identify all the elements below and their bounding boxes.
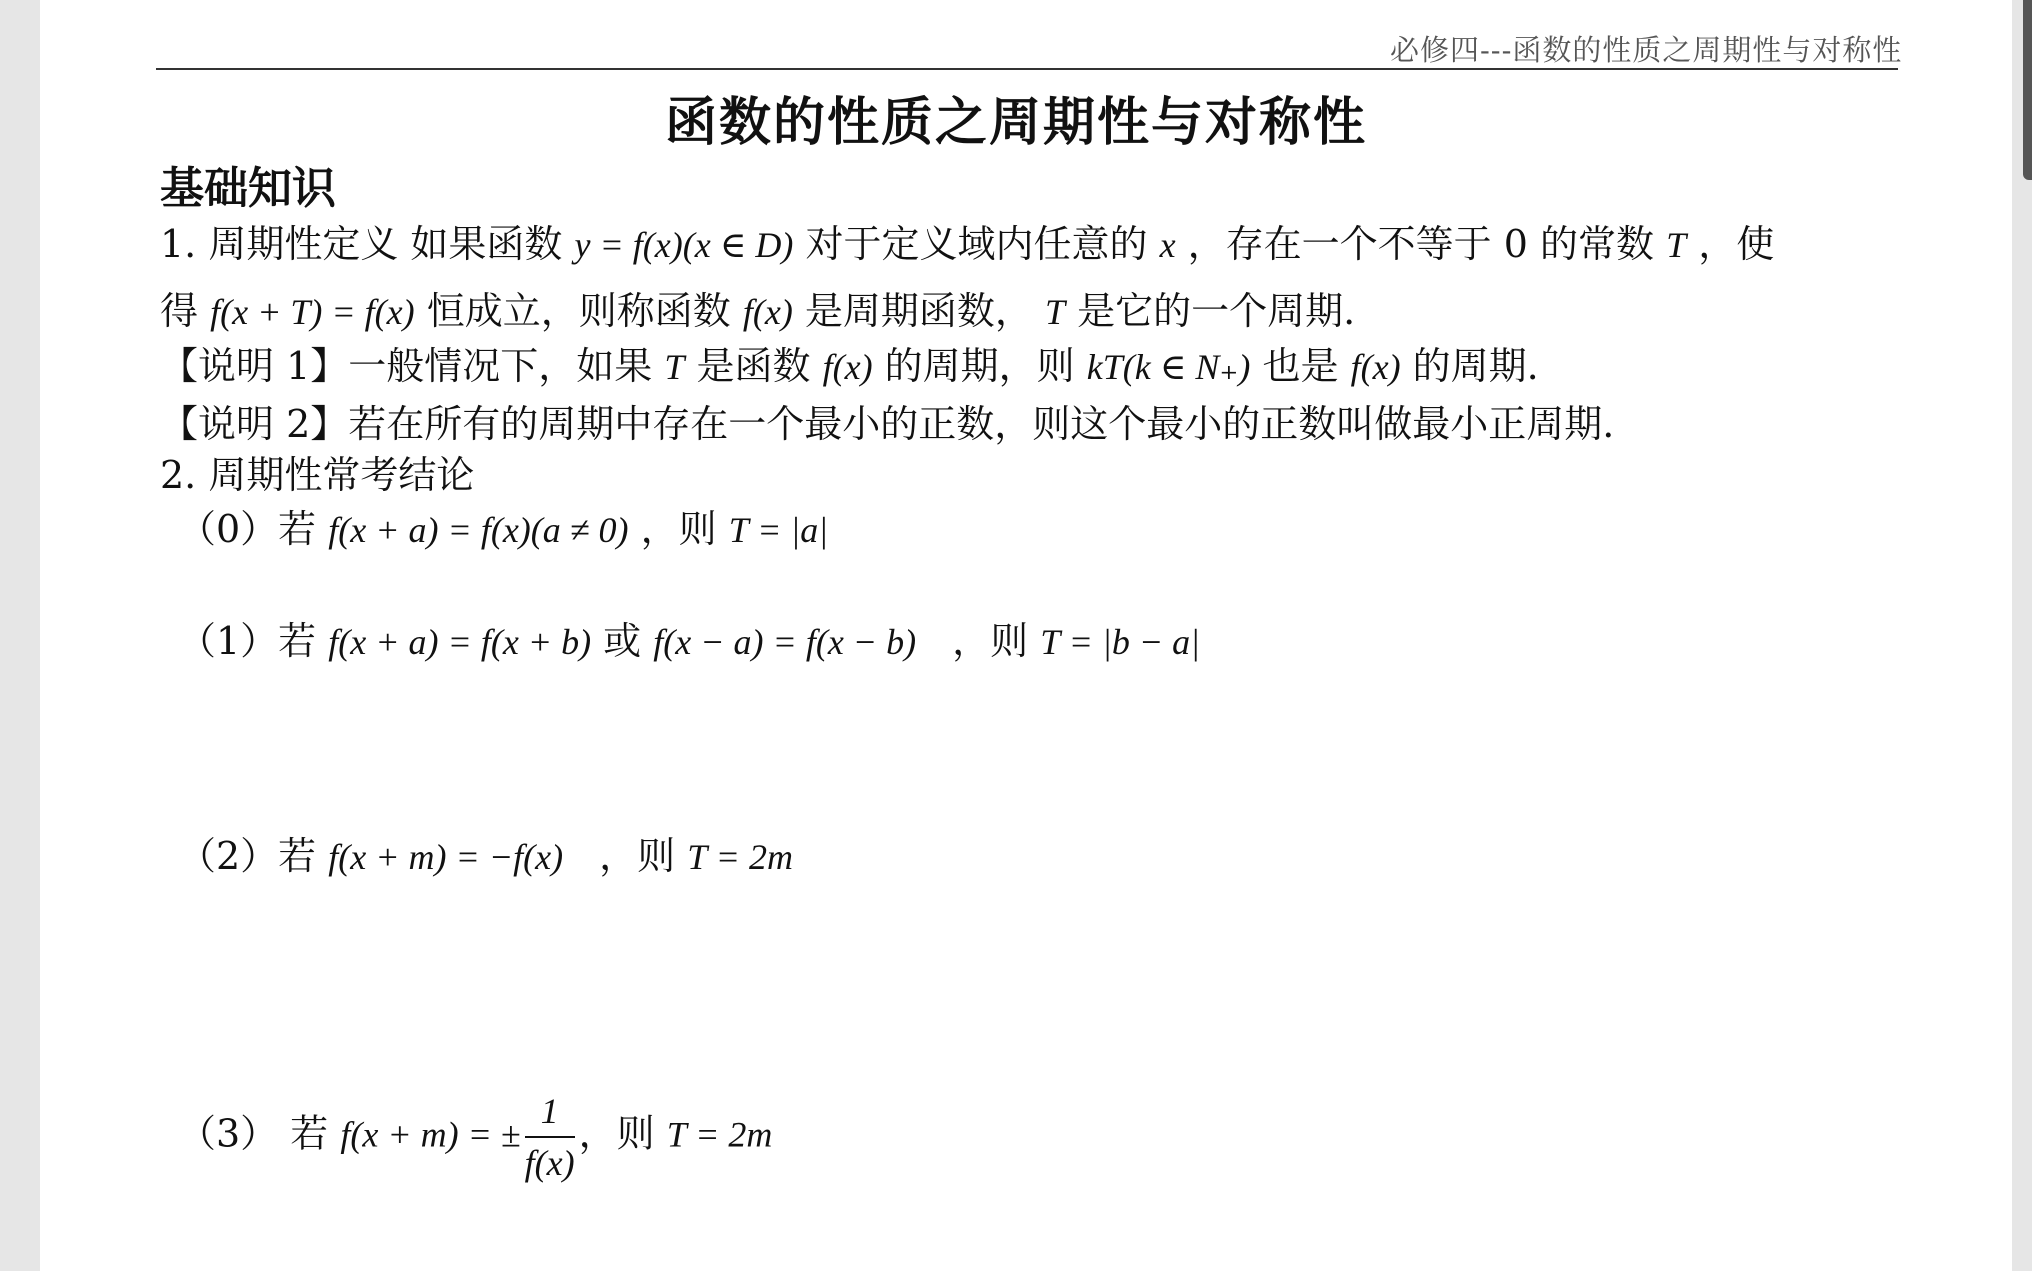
fraction: $\frac{1}{f(x)}$ <box>524 1091 575 1183</box>
note-1: 【说明 1】一般情况下，如果 T 是函数 f(x) 的周期，则 kT(k ∈ N₊) 也是 f(x) 的周期. <box>160 344 1539 388</box>
header-rule <box>156 68 1898 70</box>
conclusion-item-3: （3） 若 f(x + m) = ± $\frac{1}{f(x)}$ ，则 T = 2m <box>178 1091 773 1183</box>
conclusion-item-0: （0）若 f(x + a) = f(x)(a ≠ 0) ，则 T = |a| <box>178 507 829 551</box>
definition-line-2: 得 f(x + T) = f(x) 恒成立，则称函数 f(x) 是周期函数， T 是它的一个周期. <box>160 289 1356 333</box>
definition-line-1: 1. 周期性定义 如果函数 y = f(x)(x ∈ D) 对于定义域内任意的 x ，存在一个不等于 0 的常数 T ，使 <box>160 222 1775 266</box>
math-periodic-identity: f(x + T) = f(x) <box>210 292 415 332</box>
conclusions-heading: 2. 周期性常考结论 <box>160 453 475 497</box>
math-kT: kT(k ∈ N₊) <box>1086 347 1251 387</box>
note-2: 【说明 2】若在所有的周期中存在一个最小的正数，则这个最小的正数叫做最小正周期. <box>160 402 1615 446</box>
conclusion-item-1: （1）若 f(x + a) = f(x + b) 或 f(x − a) = f(x − b) ，则 T = |b − a| <box>178 619 1201 663</box>
running-header: 必修四---函数的性质之周期性与对称性 <box>1390 33 1903 67</box>
page-title: 函数的性质之周期性与对称性 <box>664 92 1367 153</box>
math-function-def: y = f(x)(x ∈ D) <box>574 225 794 265</box>
conclusion-item-2: （2）若 f(x + m) = −f(x) ，则 T = 2m <box>178 834 793 878</box>
section-heading: 基础知识 <box>160 163 336 214</box>
